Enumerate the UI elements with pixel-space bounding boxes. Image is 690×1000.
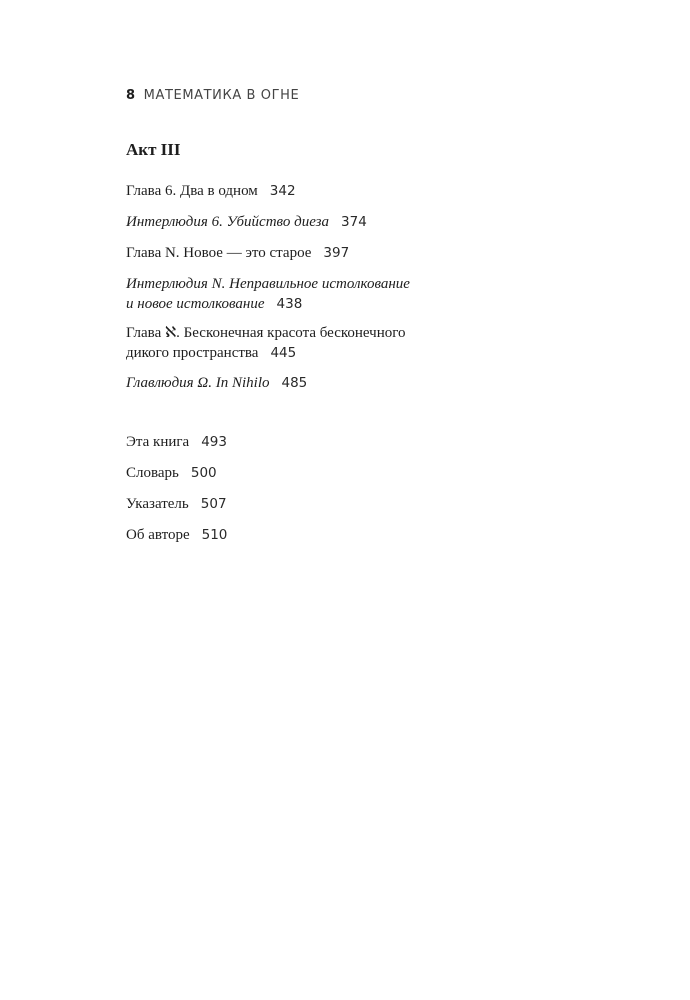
toc-entry[interactable] (126, 181, 546, 201)
toc-entry[interactable] (126, 432, 546, 452)
toc-entry-title-line: Эта книга (126, 434, 190, 450)
toc-entry-title-line: Глава ℵ. Бесконечная красота бесконечного (126, 325, 406, 341)
toc-entry-title (126, 434, 189, 450)
toc-entry-title-line: Указатель (126, 496, 189, 512)
toc-entry-page: 500 (190, 465, 217, 481)
toc-entry-title-line: Об авторе (126, 527, 190, 543)
toc-entry[interactable] (126, 212, 546, 232)
toc-entry[interactable] (126, 494, 546, 514)
page-number: 8 (126, 88, 136, 103)
toc-entry-title-line: Глава 6. Два в одном (126, 183, 258, 199)
toc-entry-page: 438 (276, 296, 303, 312)
toc-entry-title-line: Интерлюдия 6. Убийство диеза (126, 214, 330, 230)
toc-entry-page: 493 (201, 434, 227, 450)
toc-entry[interactable] (126, 525, 546, 545)
toc-entry-page: 374 (341, 214, 367, 230)
toc-entry[interactable] (126, 323, 546, 363)
toc-entry-title (126, 214, 329, 230)
toc-entry[interactable] (126, 243, 546, 263)
toc-entry-title (126, 245, 311, 261)
toc-entry-title (126, 183, 258, 199)
toc-entry-title-line: Словарь (126, 465, 179, 481)
toc-entry-title (126, 527, 190, 543)
running-head (126, 88, 299, 103)
section-title: Акт III (126, 140, 181, 159)
toc-entry-title (126, 496, 189, 512)
toc-entry-title (126, 465, 179, 481)
toc-entry-title-line: дикого пространства (126, 345, 259, 361)
toc-entry-title-line: Главлюдия Ω. In Nihilo (126, 375, 270, 391)
toc-entry-title-line: Интерлюдия N. Неправильное истолкование (126, 276, 410, 292)
toc-entry-page: 510 (201, 527, 228, 543)
toc-entry-title-line: Глава N. Новое — это старое (126, 245, 312, 261)
toc-entry-title (126, 274, 546, 312)
toc-entry-page: 445 (270, 345, 297, 361)
toc-entry[interactable] (126, 274, 546, 314)
toc-entry-page: 397 (323, 245, 350, 261)
toc-entry-title-line: и новое истолкование (126, 296, 265, 312)
toc-entry-title (126, 375, 270, 391)
toc-entry[interactable] (126, 463, 546, 483)
book-title: МАТЕМАТИКА В ОГНЕ (143, 88, 300, 103)
toc-entry-page: 507 (200, 496, 227, 512)
toc-entry-title (126, 323, 546, 361)
toc-entry-page: 342 (269, 183, 296, 199)
toc-entry-page: 485 (281, 375, 308, 391)
toc-entry[interactable] (126, 373, 546, 393)
